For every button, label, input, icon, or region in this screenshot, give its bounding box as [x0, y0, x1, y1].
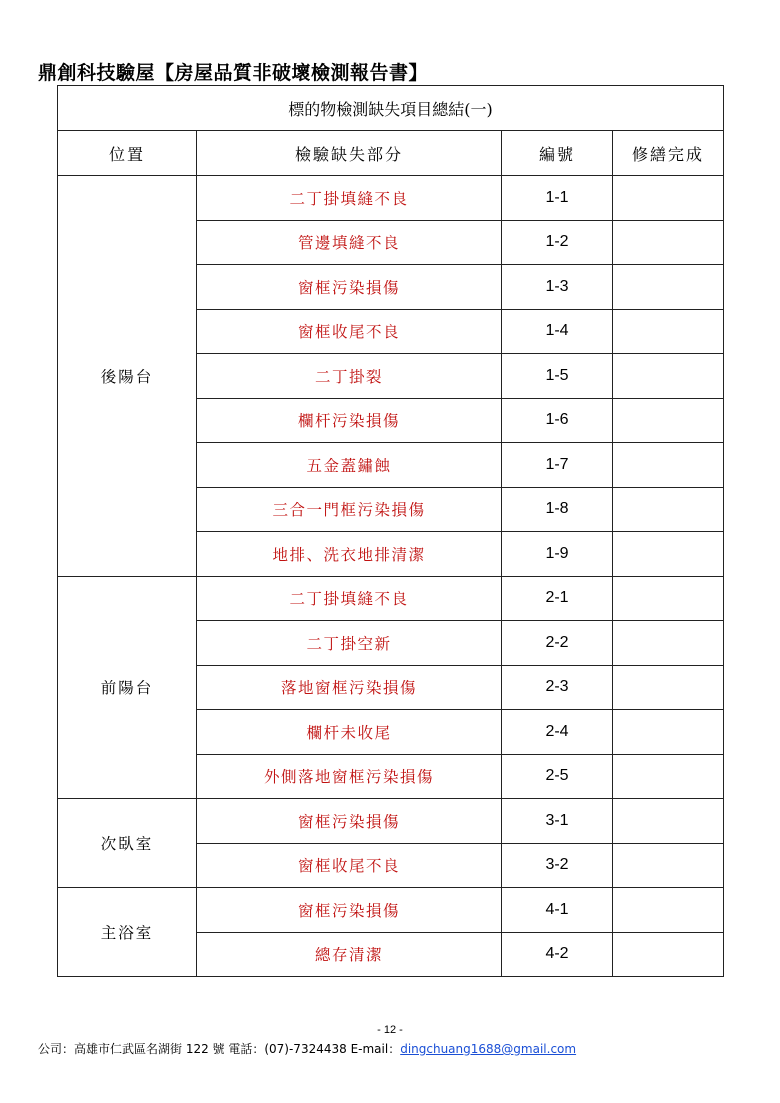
code-cell: 1-6 — [502, 398, 613, 443]
column-header-code: 編號 — [502, 131, 613, 176]
table-row — [58, 888, 724, 933]
code-cell: 4-1 — [502, 888, 613, 933]
table-row — [58, 576, 724, 621]
repair-done-cell[interactable] — [613, 888, 724, 933]
location-cell: 次臥室 — [58, 799, 197, 888]
column-header-location: 位置 — [58, 131, 197, 176]
table-header-row — [58, 131, 724, 176]
code-cell: 2-2 — [502, 621, 613, 666]
table-title: 標的物檢測缺失項目總結(一) — [58, 86, 724, 131]
contact-info: 公司：高雄市仁武區名湖街 122 號 電話：(07)-7324438 E-mail： — [38, 1042, 401, 1056]
defect-cell: 總存清潔 — [197, 932, 502, 977]
defect-cell: 二丁掛空新 — [197, 621, 502, 666]
repair-done-cell[interactable] — [613, 754, 724, 799]
defect-cell: 窗框污染損傷 — [197, 799, 502, 844]
code-cell: 2-5 — [502, 754, 613, 799]
repair-done-cell[interactable] — [613, 443, 724, 488]
defect-cell: 窗框污染損傷 — [197, 265, 502, 310]
code-cell: 1-8 — [502, 487, 613, 532]
repair-done-cell[interactable] — [613, 532, 724, 577]
defect-cell: 管邊填縫不良 — [197, 220, 502, 265]
code-cell: 2-1 — [502, 576, 613, 621]
defect-cell: 外側落地窗框污染損傷 — [197, 754, 502, 799]
defect-cell: 二丁掛填縫不良 — [197, 576, 502, 621]
table-row — [58, 176, 724, 221]
defect-cell: 窗框收尾不良 — [197, 309, 502, 354]
defect-cell: 窗框收尾不良 — [197, 843, 502, 888]
repair-done-cell[interactable] — [613, 309, 724, 354]
defect-cell: 欄杆污染損傷 — [197, 398, 502, 443]
defect-cell: 三合一門框污染損傷 — [197, 487, 502, 532]
repair-done-cell[interactable] — [613, 621, 724, 666]
repair-done-cell[interactable] — [613, 710, 724, 755]
company-contact-footer — [38, 1040, 576, 1057]
defect-cell: 窗框污染損傷 — [197, 888, 502, 933]
repair-done-cell[interactable] — [613, 487, 724, 532]
repair-done-cell[interactable] — [613, 220, 724, 265]
repair-done-cell[interactable] — [613, 354, 724, 399]
repair-done-cell[interactable] — [613, 665, 724, 710]
page-number: - 12 - — [377, 1024, 403, 1036]
defect-cell: 欄杆未收尾 — [197, 710, 502, 755]
repair-done-cell[interactable] — [613, 176, 724, 221]
code-cell: 3-1 — [502, 799, 613, 844]
defect-cell: 五金蓋鏽蝕 — [197, 443, 502, 488]
repair-done-cell[interactable] — [613, 398, 724, 443]
defect-cell: 落地窗框污染損傷 — [197, 665, 502, 710]
repair-done-cell[interactable] — [613, 932, 724, 977]
code-cell: 1-5 — [502, 354, 613, 399]
code-cell: 3-2 — [502, 843, 613, 888]
defect-summary-table — [57, 85, 724, 977]
defect-cell: 地排、洗衣地排清潔 — [197, 532, 502, 577]
defect-cell: 二丁掛填縫不良 — [197, 176, 502, 221]
location-cell: 前陽台 — [58, 576, 197, 799]
code-cell: 1-3 — [502, 265, 613, 310]
repair-done-cell[interactable] — [613, 576, 724, 621]
code-cell: 4-2 — [502, 932, 613, 977]
defect-cell: 二丁掛裂 — [197, 354, 502, 399]
repair-done-cell[interactable] — [613, 843, 724, 888]
email-link[interactable]: dingchuang1688@gmail.com — [400, 1042, 577, 1056]
code-cell: 2-3 — [502, 665, 613, 710]
repair-done-cell[interactable] — [613, 799, 724, 844]
location-cell: 主浴室 — [58, 888, 197, 977]
code-cell: 1-2 — [502, 220, 613, 265]
repair-done-cell[interactable] — [613, 265, 724, 310]
table-title-row — [58, 86, 724, 131]
code-cell: 1-4 — [502, 309, 613, 354]
column-header-repair-done: 修繕完成 — [613, 131, 724, 176]
code-cell: 2-4 — [502, 710, 613, 755]
location-cell: 後陽台 — [58, 176, 197, 577]
report-header-title: 鼎創科技驗屋【房屋品質非破壞檢測報告書】 — [38, 62, 429, 84]
code-cell: 1-9 — [502, 532, 613, 577]
table-row — [58, 799, 724, 844]
code-cell: 1-1 — [502, 176, 613, 221]
column-header-defect: 檢驗缺失部分 — [197, 131, 502, 176]
code-cell: 1-7 — [502, 443, 613, 488]
